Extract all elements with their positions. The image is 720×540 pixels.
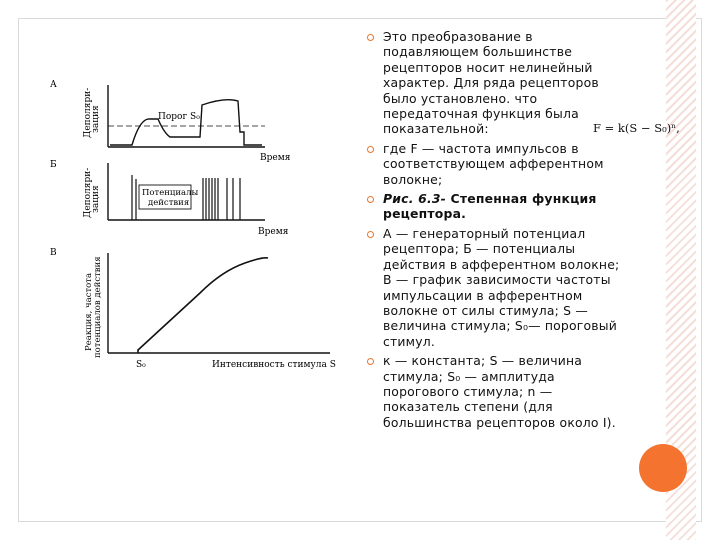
bullet-panel-legend xyxy=(365,226,627,349)
panel-b-label: Б xyxy=(50,160,57,170)
panel-a-xlabel: Время xyxy=(260,153,291,163)
panel-a-threshold-label: Порог S₀ xyxy=(158,112,200,122)
bullet-panel-legend-text: А — генераторный потенциал рецептора; Б — потенциалы действия в афферентном волокне; В — график зависимости частоты импульсации в афферентном волокне от силы стимула; S — величина стимула; S₀— пороговый стимул. xyxy=(383,225,620,349)
panel-c-ylabel-1: Реакция, частота xyxy=(84,272,94,351)
bullet-symbols xyxy=(365,353,627,430)
panel-b-ylabel-1: Деполяри- xyxy=(83,167,93,218)
bullet-symbols-text: к — константа; S — величина стимула; S₀ — амплитуда порогового стимула; n — показатель степени (для большинства рецепторов около I). xyxy=(383,353,616,430)
panel-b-box-line-1: Потенциалы xyxy=(142,188,199,198)
bullet-f-definition xyxy=(365,141,627,187)
text-column xyxy=(365,29,627,434)
power-function-curve xyxy=(138,258,268,353)
transfer-function-formula: F = k(S − S₀)ⁿ, xyxy=(593,121,680,135)
panel-b-xlabel: Время xyxy=(258,227,289,237)
bullet-intro-text: Это преобразование в подавляющем большинстве рецепторов носит нелинейный характер. Для ряда рецепторов было установлено. что передаточная функция была показательной: xyxy=(383,29,599,137)
panel-a-ylabel-1: Деполяри- xyxy=(83,87,93,138)
panel-c-xlabel: Интенсивность стимула S xyxy=(212,360,336,370)
bullet-intro xyxy=(365,29,627,137)
panel-a-ylabel-2: зация xyxy=(91,105,101,133)
panel-c-ylabel-2: потенциалов действия xyxy=(93,256,103,358)
figure-caption-number: Рис. 6.3- xyxy=(383,191,447,207)
receptor-diagram xyxy=(40,75,350,385)
panel-a-label: А xyxy=(50,80,57,90)
bullet-figure-caption xyxy=(365,191,627,222)
decor-orange-circle xyxy=(639,444,687,492)
bullet-f-definition-text: где F — частота импульсов в соответствующем афферентном волокне; xyxy=(383,140,604,187)
generator-potential-curve xyxy=(110,100,262,145)
figure-caption-title: Степенная функция рецептора. xyxy=(383,191,597,222)
panel-c-s0-label: S₀ xyxy=(136,360,146,370)
panel-c-label: В xyxy=(50,248,57,258)
receptor-figure xyxy=(40,75,350,385)
panel-b-ylabel-2: зация xyxy=(91,185,101,213)
panel-b-box-line-2: действия xyxy=(148,198,190,208)
